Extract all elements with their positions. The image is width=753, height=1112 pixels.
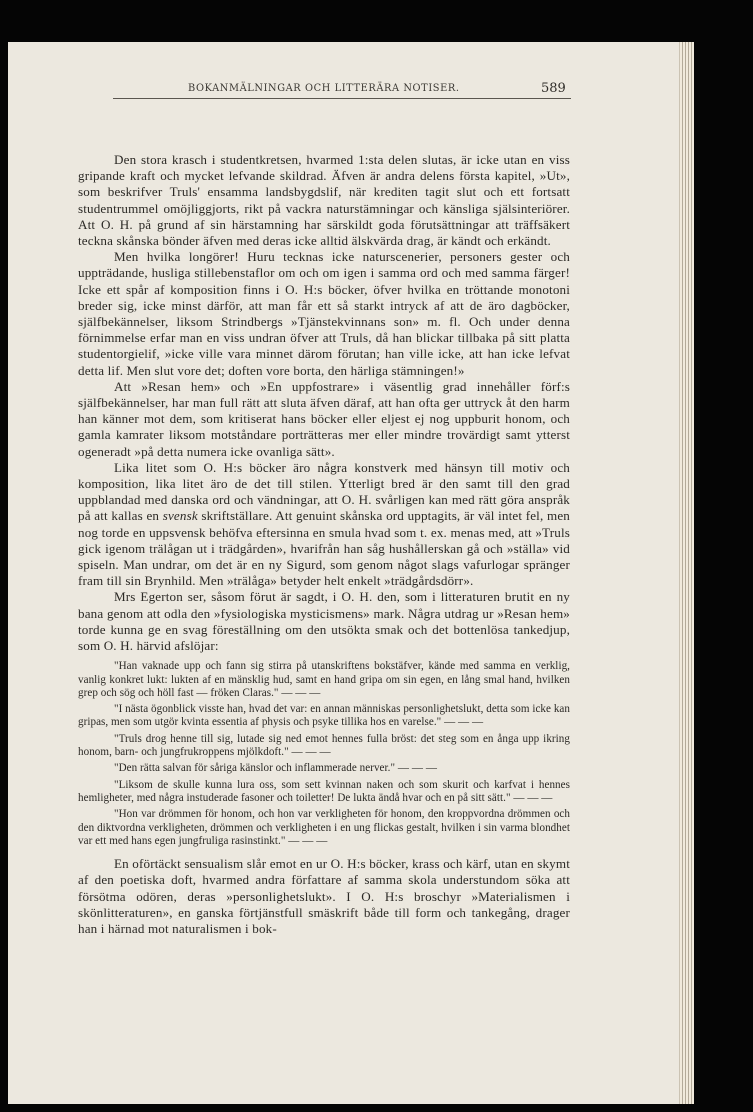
paragraph: Att »Resan hem» och »En uppfostrare» i väsentlig grad innehåller förf:s själfbekännelser, har man full rätt att sluta äfven däraf, att han ofta ger uttryck åt den harm han känner mot dem, som kritiserat hans böcker eller eljest ej nog uppburit honom, och gamla kamrater liksom motståndare porträtteras mer eller mindre trovärdigt samt ytterst ogeneradt »på detta numera icke ovanliga sätt». — [78, 378, 570, 459]
block-quote: "Truls drog henne till sig, lutade sig ned emot hennes fulla bröst: det steg som en ånga upp ikring honom, barn- och jungfrukroppens mjölkdoft." — — — — [78, 732, 570, 759]
emphasis-text: svensk — [162, 508, 198, 524]
block-quote: "Hon var drömmen för honom, och hon var verkligheten för honom, den kroppvordna drömmen och den diktvordna verkligheten, drömmen och verkligheten i en ung flickas gestalt, hvilken i sin varma blondhet var ett med hans egen jungfruliga rasinstinkt." — — — — [78, 808, 570, 847]
body-text — [78, 152, 570, 937]
paragraph-text: Lika litet som O. H:s böcker äro några konstverk med hänsyn till motiv och komposition, lika litet äro de det till stilen. Ytterligt bred är den samt till den grad uppblandad med danska ord och vändningar, att O. H. svårligen kan med rätt göra anspråk på att kallas en — [78, 459, 570, 524]
header-rule — [113, 98, 571, 99]
paragraph-text: skriftställare. Att genuint skånska ord upptagits, är väl intet fel, men nog torde en uppsvensk behöfva eftersinna en smula hvad som t. ex. menas med, att »Truls gick igenom trälågan ut i trädgården», hvarifrån han såg hushållerskan gå och »ställa» vid spiseln. Man undrar, om det är en ny Sigurd, som genom något slags vafurlogar spränger fram till sin Brynhild. Men »trälåga» betyder helt enkelt »trädgårdsdörr». — [78, 508, 570, 589]
block-quote: "Den rätta salvan för såriga känslor och inflammerade nerver." — — — — [114, 762, 437, 775]
paragraph: En oförtäckt sensualism slår emot en ur O. H:s böcker, krass och kärf, utan en skymt af den poetiska doft, hvarmed andra författare af samma skola understundom söka att försötma odören, deras »personlighetslukt». I O. H:s broschyr »Materialismen i skönlitteraturen», en ganska förtjänstfull smäskrift både till form och tankegång, drager han i härnad mot naturalismen i bok- — [78, 856, 570, 936]
block-quote: "Liksom de skulle kunna lura oss, som sett kvinnan naken och som skurit och karfvat i hennes hemligheter, med några instuderade fasoner och toiletter! De lukta ändå hvar och en på sitt sätt." — — — — [78, 778, 570, 804]
paragraph: Mrs Egerton ser, såsom förut är sagdt, i O. H. den, som i litteraturen brutit en ny bana genom att odla den »fysiologiska mysticismens» mark. Några utdrag ur »Resan hem» torde kunna ge en svag föreställning om den utsökta smak och det bottenlösa tankedjup, som O. H. härvid afslöjar: — [78, 589, 570, 654]
running-header: BOKANMÄLNINGAR OCH LITTERÄRA NOTISER. — [188, 83, 460, 94]
paragraph: Men hvilka longörer! Huru tecknas icke naturscenerier, personers gester och uppträdande, husliga stillebenstaflor om och om igen i samma ord och med samma färger! Icke ett spår af komposition finns i O. H:s böcker, öfver hvilka en tröttande monotoni breder sig, icke minst därför, att man får ett så starkt intryck af att de äro dagböcker, själfbekännelser, liksom Strindbergs »Tjänstekvinnans son» m. fl. Och under denna förnimmelse erfar man en viss undran öfver att Truls, då han blickar tillbaka på sitt platta studentorgielif, »icke ville vara minnet därom förutan; han ville icke, att han icke lefvat detta lif. Men slut vore det; doften vore borta, den härliga stämningen!» — [78, 249, 570, 378]
page-number: 589 — [541, 81, 566, 96]
page-edges — [680, 42, 694, 1104]
paragraph: Den stora krasch i studentkretsen, hvarmed 1:sta delen slutas, är icke utan en viss gripande kraft och mycket lefvande skildrad. Äfven är andra delens första kapitel, »Ut», som beskrifver Truls' ensamma landsbygdslif, när krediten tagit slut och ett fortsatt studentrummel omöjliggjorts, rikt på vackra naturstämningar och känsliga själsinteriörer. Att O. H. på grund af sin härstamning har särskildt goda förutsättningar att träffsäkert teckna skånska bönder äfven med deras icke alltid älskvärda drag, är kändt och erkändt. — [78, 152, 570, 249]
block-quote: "Han vaknade upp och fann sig stirra på utanskriftens bokstäfver, kände med samma en verklig, vanlig konkret lukt: lukten af en mänsklig hud, samt en hand gripa om sin egen, en lång smal hand, hvilken grep och sög och höll fast — fröken Claras." — — — — [78, 660, 570, 699]
paragraph — [78, 460, 570, 590]
block-quote: "I nästa ögonblick visste han, hvad det var: en annan människas personlighetslukt, detta som icke kan gripas, men som utgör kvinta essentia af physis och psyke tillika hos en varelse." — — — — [78, 703, 570, 729]
